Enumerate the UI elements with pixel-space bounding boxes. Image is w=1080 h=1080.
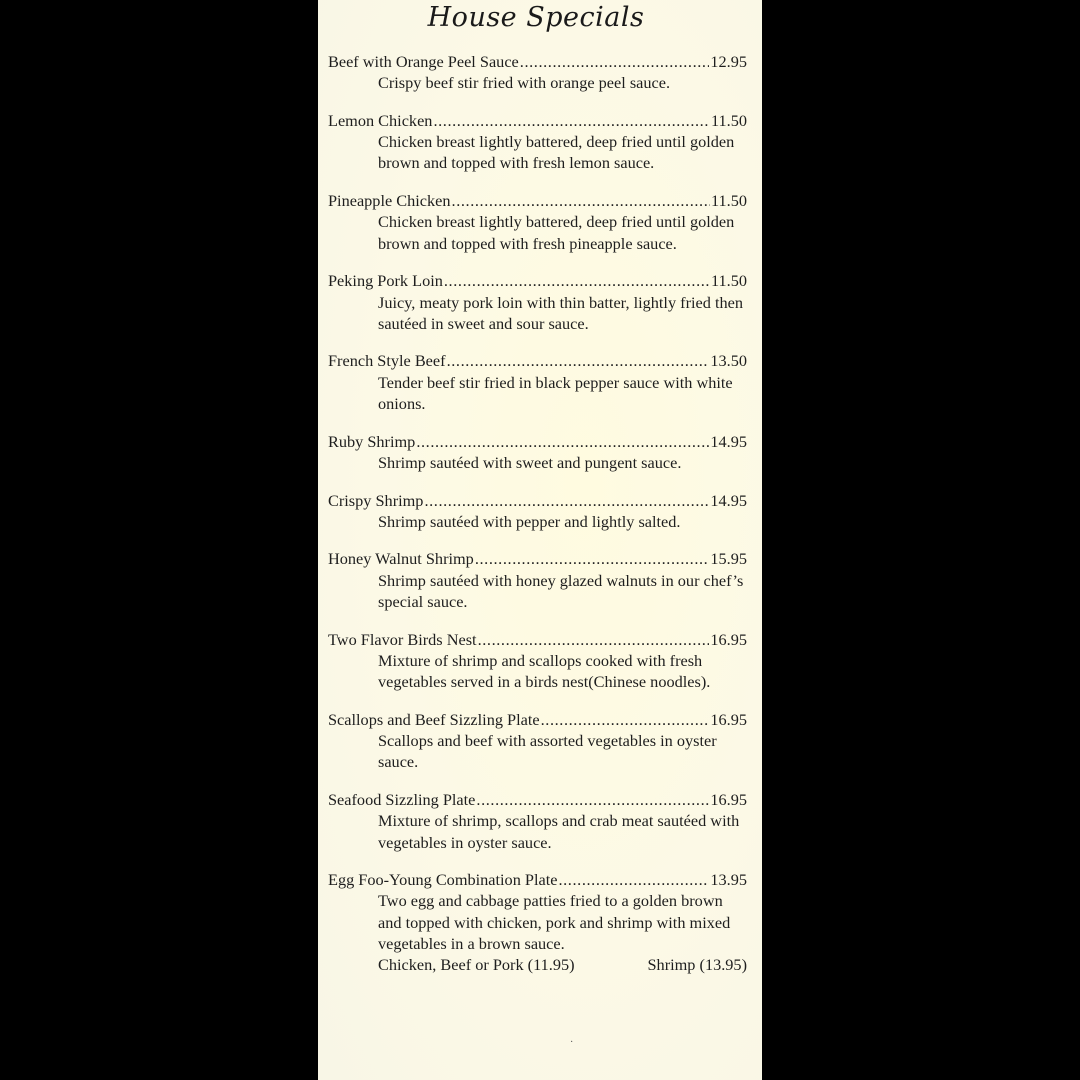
dot-leader [424, 490, 709, 511]
page-mark: · [570, 1037, 574, 1048]
dot-leader [476, 789, 709, 810]
menu-item [328, 789, 747, 853]
menu-item-description: Chicken breast lightly battered, deep fried until golden brown and topped with fresh lemon sauce. [378, 132, 735, 173]
menu-item-header [328, 51, 747, 72]
dot-leader [475, 548, 710, 569]
menu-item-description: Shrimp sautéed with honey glazed walnuts in our chef’s special sauce. [378, 570, 744, 612]
menu-item [328, 709, 747, 773]
menu-item-name: Two Flavor Birds Nest [328, 629, 477, 649]
menu-item-name: Ruby Shrimp [328, 431, 416, 451]
dot-leader [478, 629, 710, 650]
menu-item-options [378, 954, 747, 975]
dot-leader [558, 869, 709, 890]
menu-item-header [328, 789, 747, 810]
menu-item-name: Honey Walnut Shrimp [328, 549, 474, 569]
menu-item-price: 14.95 [710, 490, 747, 510]
dot-leader [444, 270, 710, 291]
menu-page [318, 0, 762, 1080]
menu-item-header [328, 490, 747, 511]
menu-item-name: Beef with Orange Peel Sauce [328, 52, 519, 71]
menu-item-price: 11.50 [710, 271, 747, 291]
menu-item-header [328, 110, 747, 131]
menu-item [328, 51, 747, 94]
menu-item [328, 350, 747, 414]
menu-item [328, 869, 747, 975]
menu-item-name: Scallops and Beef Sizzling Plate [328, 709, 540, 729]
menu-item-description: Scallops and beef with assorted vegetables in oyster sauce. [378, 731, 717, 772]
menu-item-name: Peking Pork Loin [328, 271, 443, 291]
menu-item-header [328, 270, 747, 291]
menu-title: House Specials [427, 2, 645, 33]
dot-leader [452, 190, 710, 211]
menu-item-price: 11.50 [710, 191, 747, 211]
menu-item-price: 12.95 [710, 52, 747, 71]
menu-item-description: Juicy, meaty pork loin with thin batter, lightly fried then sautéed in sweet and sour sauce. [378, 292, 743, 333]
menu-item-description: Two egg and cabbage patties fried to a golden brown and topped with chicken, pork and shrimp with mixed vegetables in a brown sauce. [378, 891, 731, 954]
menu-item [328, 270, 747, 334]
menu-item-price: 16.95 [710, 789, 747, 809]
menu-item-header [328, 350, 747, 371]
dot-leader [520, 51, 710, 72]
menu-item [328, 490, 747, 533]
menu-item-price: 13.50 [710, 351, 747, 371]
menu-item-description: Mixture of shrimp and scallops cooked with fresh vegetables served in a birds nest(Chinese noodles). [378, 650, 711, 692]
menu-item-header [328, 548, 747, 569]
menu-item-name: French Style Beef [328, 351, 446, 371]
option-chicken-beef-pork: Chicken, Beef or Pork (11.95) [378, 955, 575, 975]
menu-item-description: Shrimp sautéed with sweet and pungent sauce. [378, 452, 682, 472]
dot-leader [416, 431, 709, 452]
menu-item-description: Tender beef stir fried in black pepper sauce with white onions. [378, 372, 733, 414]
menu-item [328, 548, 747, 612]
menu-item-price: 13.95 [710, 870, 747, 890]
menu-item-description: Crispy beef stir fried with orange peel sauce. [378, 73, 671, 93]
menu-item-description: Chicken breast lightly battered, deep fried until golden brown and topped with fresh pineapple sauce. [378, 212, 735, 253]
menu-item-name: Seafood Sizzling Plate [328, 789, 476, 809]
menu-item-price: 14.95 [710, 431, 747, 451]
menu-item-header [328, 431, 747, 452]
menu-item-description: Shrimp sautéed with pepper and lightly salted. [378, 511, 681, 531]
menu-item-name: Lemon Chicken [328, 110, 433, 130]
menu-item-price: 16.95 [710, 709, 747, 729]
menu-item-name: Egg Foo-Young Combination Plate [328, 870, 558, 890]
menu-item [328, 431, 747, 474]
menu-item-name: Pineapple Chicken [328, 191, 451, 211]
menu-item-header [328, 190, 747, 211]
menu-item [328, 110, 747, 174]
menu-item-price: 11.50 [710, 110, 747, 130]
menu-item-header [328, 709, 747, 730]
menu-item-name: Crispy Shrimp [328, 490, 424, 510]
menu-item [328, 629, 747, 693]
menu-item-price: 16.95 [710, 629, 747, 649]
dot-leader [447, 350, 710, 371]
menu-item-header [328, 869, 747, 890]
dot-leader [541, 709, 710, 730]
menu-item [328, 190, 747, 254]
menu-item-price: 15.95 [710, 549, 747, 569]
dot-leader [433, 110, 710, 131]
option-shrimp: Shrimp (13.95) [647, 955, 747, 975]
menu-item-header [328, 629, 747, 650]
menu-items-list [328, 51, 747, 992]
menu-item-description: Mixture of shrimp, scallops and crab meat sautéed with vegetables in oyster sauce. [378, 811, 740, 852]
